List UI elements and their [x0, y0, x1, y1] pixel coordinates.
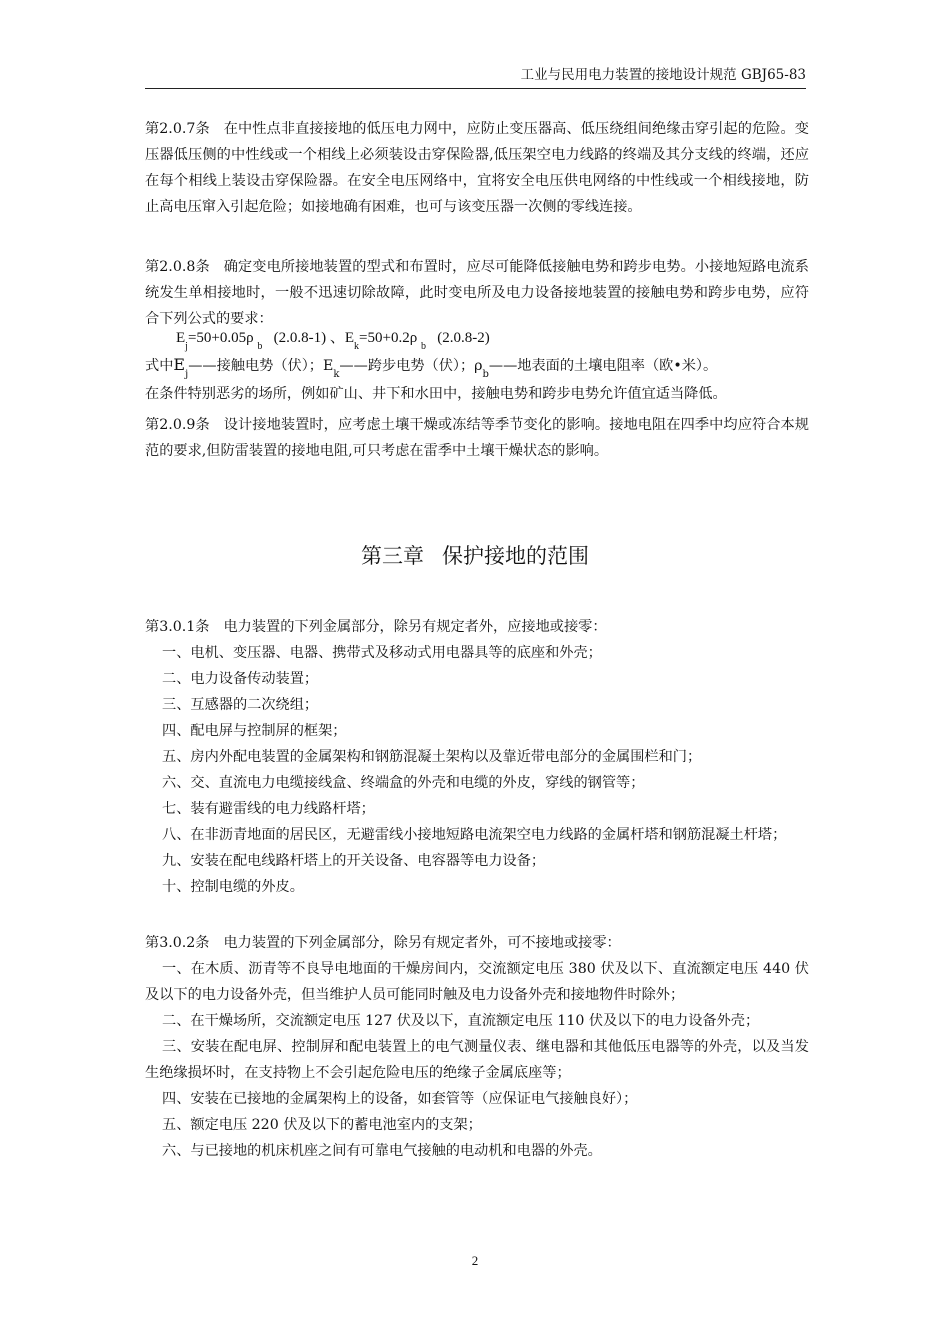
legend-prefix: 式中 — [145, 358, 174, 374]
article-number: 第3.0.2条 — [145, 935, 210, 951]
list-item: 一、电机、变压器、电器、携带式及移动式用电器具等的底座和外壳； — [162, 645, 602, 661]
list-item: 三、安装在配电屏、控制屏和配电装置上的电气测量仪表、继电器和其他低压电器等的外壳，以及当发生绝缘损坏时，在支持物上不会引起危险电压的绝缘子金属底座等； — [145, 1039, 809, 1081]
page-number: 2 — [471, 1253, 479, 1268]
article-intro — [145, 614, 809, 640]
legend-ek-desc: ——跨步电势（伏）； — [339, 358, 475, 374]
legend-rho-sub: b — [482, 369, 489, 380]
article-2-0-7 — [145, 116, 809, 220]
formula-e1-sub: j — [185, 341, 188, 352]
article-intro — [145, 930, 809, 956]
list-item: 四、安装在已接地的金属架构上的设备，如套管等（应保证电气接触良好）； — [162, 1091, 638, 1107]
formula-e2-rhs: =50+0.2ρ — [359, 330, 418, 346]
list-item: 十、控制电缆的外皮。 — [162, 879, 304, 895]
article-3-0-1 — [145, 614, 809, 900]
formula-line — [176, 325, 490, 353]
article-3-0-2 — [145, 930, 809, 1164]
article-number: 第2.0.8条 — [145, 259, 210, 275]
formula-e1-rhs: =50+0.05ρ — [187, 330, 254, 346]
list-item: 六、与已接地的机床机座之间有可靠电气接触的电动机和电器的外壳。 — [162, 1143, 602, 1159]
article-number: 第2.0.9条 — [145, 417, 210, 433]
list-item: 五、额定电压 220 伏及以下的蓄电池室内的支架； — [162, 1117, 482, 1133]
article-text: 确定变电所接地装置的型式和布置时，应尽可能降低接触电势和跨步电势。小接地短路电流系统发生单相接地时，一般不迅速切除故障，此时变电所及电力设备接地装置的接触电势和跨步电势，应符合下列公式的要求： — [145, 259, 809, 327]
legend-line — [145, 352, 809, 381]
formula-e1-rho-sub: b — [257, 341, 263, 352]
article-text: 电力装置的下列金属部分，除另有规定者外，可不接地或接零： — [223, 935, 621, 951]
legend-ek-sub: k — [333, 369, 340, 380]
formula-e1: E — [176, 330, 186, 346]
list-item: 五、房内外配电装置的金属架构和钢筋混凝土架构以及靠近带电部分的金属围栏和门； — [162, 749, 702, 765]
article-number: 第2.0.7条 — [145, 121, 210, 137]
article-2-0-8 — [145, 254, 809, 332]
article-text: 设计接地装置时，应考虑土壤干燥或冻结等季节变化的影响。接地电阻在四季中均应符合本规范的要求,但防雷装置的接地电阻,可只考虑在雷季中土壤干燥状态的影响。 — [145, 417, 809, 459]
chapter-number: 第三章 — [361, 544, 424, 568]
list-item: 二、在干燥场所，交流额定电压 127 伏及以下，直流额定电压 110 伏及以下的电力设备外壳； — [162, 1013, 760, 1029]
legend-rho-desc: ——地表面的土壤电阻率（欧•米）。 — [488, 358, 718, 374]
article-number: 第3.0.1条 — [145, 619, 210, 635]
header-title: 工业与民用电力装置的接地设计规范 GBJ65-83 — [520, 67, 806, 83]
list-item: 六、交、直流电力电缆接线盒、终端盒的外壳和电缆的外皮，穿线的钢管等； — [162, 775, 645, 791]
running-header — [145, 62, 806, 89]
chapter-title: 保护接地的范围 — [442, 544, 589, 568]
legend-ek: E — [322, 358, 334, 374]
list-item: 一、在木质、沥青等不良导电地面的干燥房间内，交流额定电压 380 伏及以下、直流额定电压 440 伏及以下的电力设备外壳，但当维护人员可能同时触及电力设备外壳和接地物件时除外； — [145, 961, 809, 1003]
formula-e2-rho-sub: b — [420, 341, 426, 352]
list-item: 七、装有避雷线的电力线路杆塔； — [162, 801, 375, 817]
formula-e2-number: (2.0.8-2) — [437, 330, 490, 346]
formula-e2: E — [344, 330, 355, 346]
formula-legend — [145, 352, 809, 407]
legend-note: 在条件特别恶劣的场所，例如矿山、井下和水田中，接触电势和跨步电势允许值宜适当降低。 — [145, 386, 727, 402]
list-item: 九、安装在配电线路杆塔上的开关设备、电容器等电力设备； — [162, 853, 546, 869]
formula-e2-sub: k — [354, 341, 360, 352]
formula-separator: 、 — [329, 330, 345, 346]
article-text: 电力装置的下列金属部分，除另有规定者外，应接地或接零： — [223, 619, 607, 635]
chapter-heading — [0, 540, 950, 572]
article-2-0-9 — [145, 412, 809, 464]
legend-ej-desc: ——接触电势（伏）； — [188, 358, 323, 374]
formula-e1-number: (2.0.8-1) — [273, 330, 327, 346]
list-item: 二、电力设备传动装置； — [162, 671, 319, 687]
list-item: 八、在非沥青地面的居民区，无避雷线小接地短路电流架空电力线路的金属杆塔和钢筋混凝土杆塔； — [162, 827, 787, 843]
list-item: 四、配电屏与控制屏的框架； — [162, 723, 347, 739]
legend-ej-sub: j — [185, 369, 189, 380]
article-text: 在中性点非直接接地的低压电力网中，应防止变压器高、低压绕组间绝缘击穿引起的危险。变压器低压侧的中性线或一个相线上必须装设击穿保险器,低压架空电力线路的终端及其分支线的终端，还应在每个相线上装设击穿保险器。在安全电压网络中，宜将安全电压供电网络的中性线或一个相线接地，防止高电压窜入引起危险；如接地确有困难，也可与该变压器一次侧的零线连接。 — [145, 121, 809, 215]
list-item: 三、互感器的二次绕组； — [162, 697, 319, 713]
legend-ej: E — [173, 355, 186, 374]
legend-rho: ρ — [474, 358, 483, 374]
